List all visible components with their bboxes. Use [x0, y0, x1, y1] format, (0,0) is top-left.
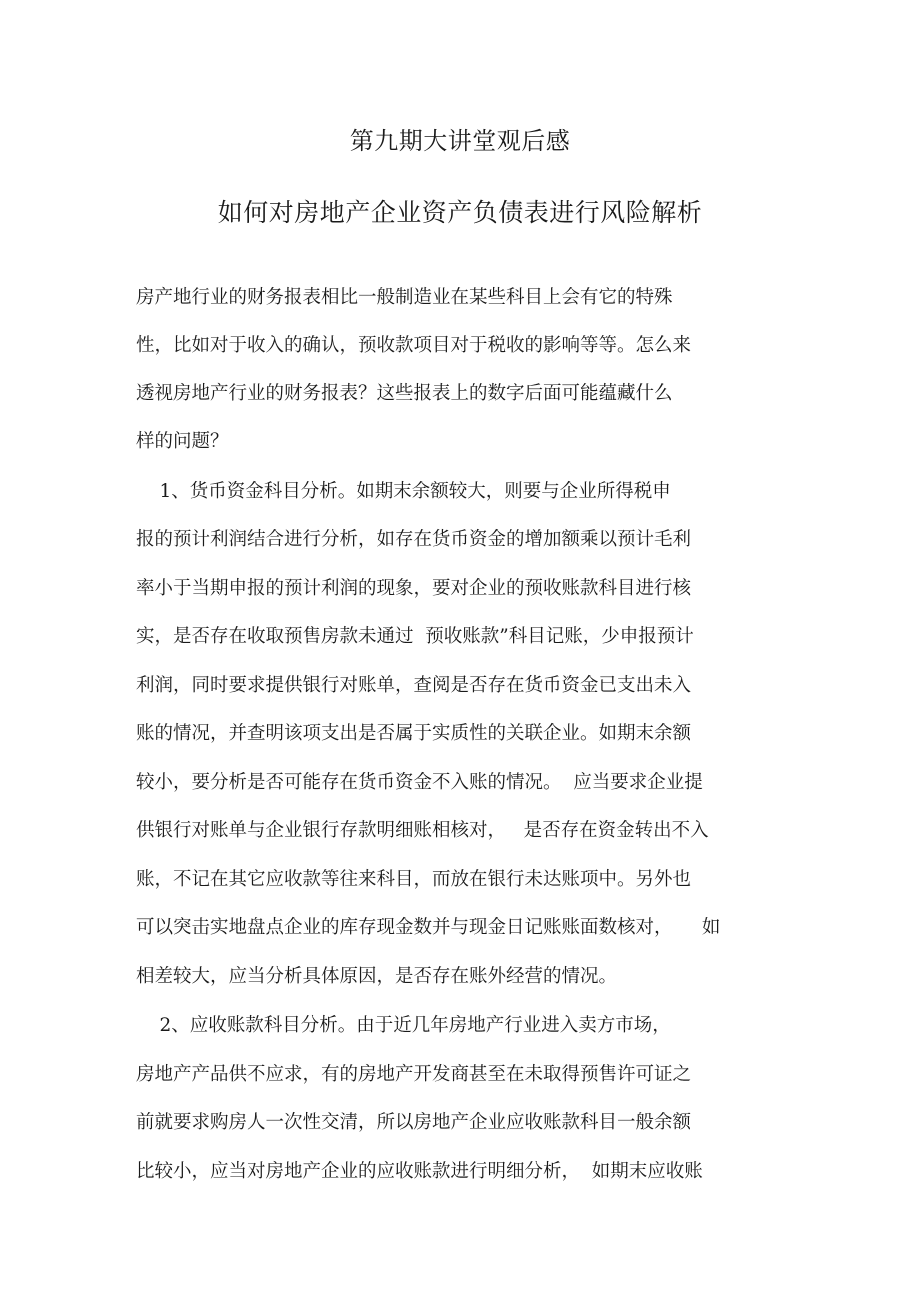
document-title: 第九期大讲堂观后感	[349, 127, 571, 155]
body-line: 率小于当期申报的预计利润的现象，要对企业的预收账款科目进行核	[136, 578, 692, 599]
body-line: 实，是否存在收取预售房款未通过 预收账款”科目记账，少申报预计	[136, 626, 694, 647]
body-line: 比较小，应当对房地产企业的应收账款进行明细分析， 如期末应收账	[136, 1161, 703, 1182]
body-line: 较小，要分析是否可能存在货币资金不入账的情况。 应当要求企业提	[136, 772, 703, 793]
body-line: 房地产产品供不应求，有的房地产开发商甚至在未取得预售许可证之	[136, 1064, 692, 1085]
body-line: 2、应收账款科目分析。由于近几年房地产行业进入卖方市场，	[136, 1015, 671, 1036]
body-line: 1、货币资金科目分析。如期末余额较大，则要与企业所得税申	[136, 481, 671, 502]
body-line: 前就要求购房人一次性交清，所以房地产企业应收账款科目一般余额	[136, 1112, 692, 1133]
body-line: 相差较大，应当分析具体原因，是否存在账外经营的情况。	[136, 966, 618, 987]
body-line: 账，不记在其它应收款等往来科目，而放在银行未达账项中。另外也	[136, 869, 692, 890]
body-line: 性，比如对于收入的确认，预收款项目对于税收的影响等等。怎么来	[136, 335, 692, 356]
body-line: 可以突击实地盘点企业的库存现金数并与现金日记账账面数核对， 如	[136, 917, 721, 938]
body-line: 利润，同时要求提供银行对账单，查阅是否存在货币资金已支出未入	[136, 675, 692, 696]
body-line: 透视房地产行业的财务报表？这些报表上的数字后面可能蕴藏什么	[136, 383, 673, 404]
body-line: 样的问题？	[136, 431, 229, 452]
body-line: 供银行对账单与企业银行存款明细账相核对， 是否存在资金转出不入	[136, 820, 709, 841]
body-line: 账的情况，并查明该项支出是否属于实质性的关联企业。如期末余额	[136, 723, 692, 744]
document-subtitle: 如何对房地产企业资产负债表进行风险解析	[217, 198, 703, 227]
body-line: 房产地行业的财务报表相比一般制造业在某些科目上会有它的特殊	[136, 287, 673, 308]
body-line: 报的预计利润结合进行分析，如存在货币资金的增加额乘以预计毛利	[136, 529, 692, 550]
